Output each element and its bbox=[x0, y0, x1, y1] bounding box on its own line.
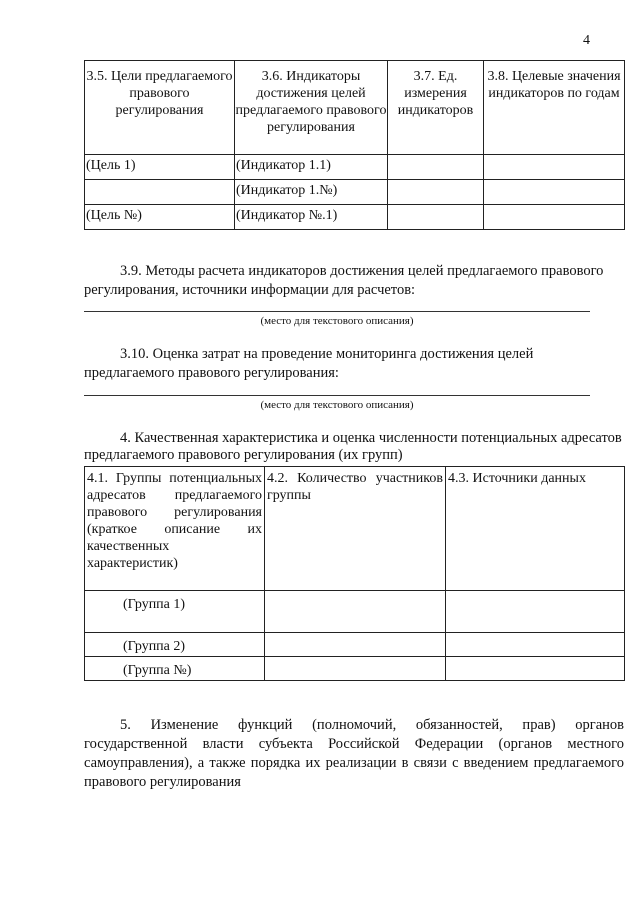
cell-target bbox=[484, 155, 625, 180]
section-3-10-caption: (место для текстового описания) bbox=[260, 399, 414, 411]
header-participant-count: 4.2. Количество участников группы bbox=[265, 467, 446, 591]
cell-source bbox=[446, 633, 625, 657]
header-groups: 4.1. Группы потенциальных адресатов предлагаемого правового регулирования (краткое описание их качественных характеристик) bbox=[85, 467, 265, 591]
table-row bbox=[85, 205, 625, 230]
cell-target bbox=[484, 180, 625, 205]
cell-goal: (Цель 1) bbox=[85, 155, 235, 180]
text-entry-line bbox=[84, 311, 590, 312]
cell-goal bbox=[85, 180, 235, 205]
header-data-sources: 4.3. Источники данных bbox=[446, 467, 625, 591]
table-header-row bbox=[85, 467, 625, 591]
cell-group: (Группа 1) bbox=[85, 591, 265, 633]
header-goals: 3.5. Цели предлагаемого правового регулирования bbox=[85, 61, 235, 155]
cell-target bbox=[484, 205, 625, 230]
cell-goal: (Цель №) bbox=[85, 205, 235, 230]
text-entry-line bbox=[84, 395, 590, 396]
section-3-10-text: 3.10. Оценка затрат на проведение мониторинга достижения целей предлагаемого правового регулирования: bbox=[84, 346, 534, 381]
cell-group: (Группа 2) bbox=[85, 633, 265, 657]
page-number: 4 bbox=[583, 33, 590, 48]
table-row bbox=[85, 591, 625, 633]
cell-group: (Группа №) bbox=[85, 657, 265, 681]
cell-unit bbox=[388, 205, 484, 230]
cell-count bbox=[265, 591, 446, 633]
cell-count bbox=[265, 657, 446, 681]
section-3-9-text: 3.9. Методы расчета индикаторов достижения целей предлагаемого правового регулирования, источники информации для расчетов: bbox=[84, 263, 604, 298]
table-row bbox=[85, 155, 625, 180]
header-units: 3.7. Ед. измерения индикаторов bbox=[388, 61, 484, 155]
goals-indicators-table bbox=[84, 60, 625, 230]
section-3-9-caption: (место для текстового описания) bbox=[260, 315, 414, 327]
table-row bbox=[85, 657, 625, 681]
table-header-row bbox=[85, 61, 625, 155]
cell-source bbox=[446, 657, 625, 681]
cell-indicator: (Индикатор 1.1) bbox=[235, 155, 388, 180]
cell-indicator: (Индикатор №.1) bbox=[235, 205, 388, 230]
cell-unit bbox=[388, 180, 484, 205]
section-5-text: 5. Изменение функций (полномочий, обязанностей, прав) органов государственной власти субъекта Российской Федерации (органов местного самоуправления), а также порядка их реализации в связи с введением предлагаемого правового регулирования bbox=[84, 717, 624, 790]
table-row bbox=[85, 633, 625, 657]
section-4-text: 4. Качественная характеристика и оценка численности потенциальных адресатов предлагаемого правового регулирования (их групп) bbox=[84, 430, 622, 463]
cell-source bbox=[446, 591, 625, 633]
table-row bbox=[85, 180, 625, 205]
cell-unit bbox=[388, 155, 484, 180]
cell-count bbox=[265, 633, 446, 657]
header-target-values: 3.8. Целевые значения индикаторов по годам bbox=[484, 61, 625, 155]
addressee-groups-table bbox=[84, 466, 625, 681]
header-indicators: 3.6. Индикаторы достижения целей предлагаемого правового регулирования bbox=[235, 61, 388, 155]
cell-indicator: (Индикатор 1.№) bbox=[235, 180, 388, 205]
